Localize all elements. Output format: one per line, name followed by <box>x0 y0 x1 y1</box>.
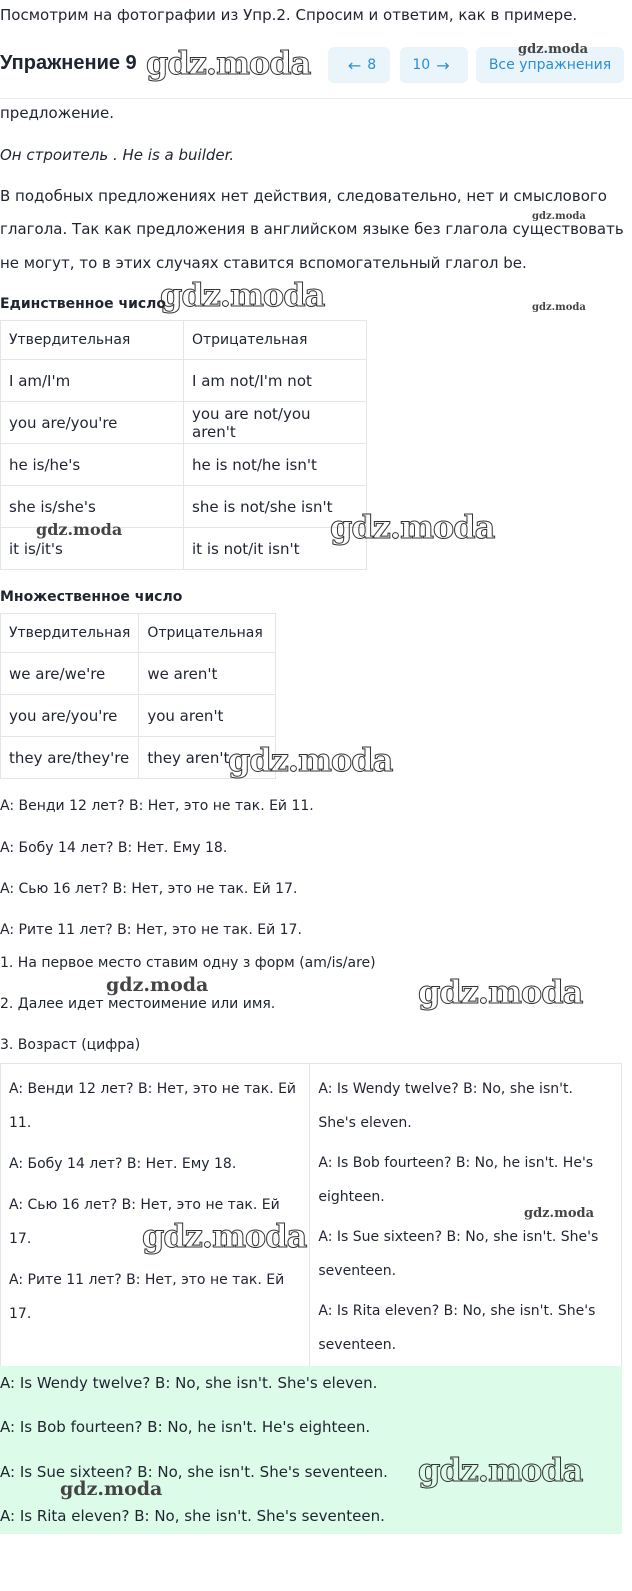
watermark-logo: gdz.moda <box>532 302 586 313</box>
table-cell: it is/it's <box>1 528 184 570</box>
list-item: A: Венди 12 лет? B: Нет, это не так. Ей 11. <box>9 1081 297 1131</box>
table-cell: you are/you're <box>1 695 139 737</box>
table-cell: they aren't <box>139 737 276 779</box>
list-item: A: Сью 16 лет? B: Нет, это не так. Ей 17. <box>9 1197 280 1247</box>
table-cell: I am not/I'm not <box>184 360 367 402</box>
watermark-logo: gdz.moda <box>142 1217 307 1255</box>
table-header-row <box>1 321 367 360</box>
table-header: Утвердительная <box>1 321 184 360</box>
step-2: 2. Далее идет местоимение или имя. <box>0 996 276 1012</box>
dialogue-ru-1: A: Венди 12 лет? B: Нет, это не так. Ей 11. <box>0 798 314 814</box>
table-row <box>1 444 367 486</box>
answer-line-2: A: Is Bob fourteen? B: No, he isn't. He's eighteen. <box>0 1418 371 1436</box>
dialogue-ru-3: A: Сью 16 лет? B: Нет, это не так. Ей 17. <box>0 881 298 897</box>
list-item: A: Is Rita eleven? B: No, she isn't. She's seventeen. <box>318 1303 596 1353</box>
table-header: Утвердительная <box>1 614 139 653</box>
all-exercises-button[interactable]: Все упражнения <box>476 47 624 83</box>
step-1: 1. На первое место ставим одну з форм (am/is/are) <box>0 955 376 971</box>
table-cell: it is not/it isn't <box>184 528 367 570</box>
table-cell: you are/you're <box>1 402 184 444</box>
table-row <box>1 653 276 695</box>
table-header-row <box>1 614 276 653</box>
answer-line-1: A: Is Wendy twelve? B: No, she isn't. She's eleven. <box>0 1374 378 1392</box>
watermark-logo: gdz.moda <box>524 1206 595 1221</box>
answer-line-4: A: Is Rita eleven? B: No, she isn't. She's seventeen. <box>0 1507 385 1525</box>
plural-heading: Множественное число <box>0 589 183 605</box>
table-header: Отрицательная <box>139 614 276 653</box>
table-cell: you aren't <box>139 695 276 737</box>
watermark-logo: gdz.moda <box>418 1451 583 1489</box>
list-item: A: Бобу 14 лет? B: Нет. Ему 18. <box>9 1156 237 1172</box>
intro-text: Посмотрим на фотографии из Упр.2. Спросим и ответим, как в примере. <box>0 6 578 24</box>
table-row <box>1 360 367 402</box>
table-cell: we are/we're <box>1 653 139 695</box>
table-cell: he is not/he isn't <box>184 444 367 486</box>
list-item: A: Is Sue sixteen? B: No, she isn't. She's seventeen. <box>318 1229 599 1279</box>
table-cell: you are not/you aren't <box>184 402 367 444</box>
watermark-logo: gdz.moda <box>228 741 393 779</box>
table-row <box>1 695 276 737</box>
header-divider <box>0 98 632 99</box>
next-exercise-label: 10 <box>412 57 431 73</box>
singular-heading: Единственное число <box>0 296 167 312</box>
answer-line-3: A: Is Sue sixteen? B: No, she isn't. She's seventeen. <box>0 1463 388 1481</box>
paragraph-line-2: глагола. Так как предложения в английском языке без глагола существовать <box>0 220 624 238</box>
page-title: Упражнение 9 <box>0 52 137 74</box>
dialogue-ru-4: A: Рите 11 лет? B: Нет, это не так. Ей 17. <box>0 922 302 938</box>
arrow-left-icon: ← <box>347 55 362 75</box>
watermark-logo: gdz.moda <box>60 1478 163 1500</box>
watermark-logo: gdz.moda <box>106 974 209 996</box>
step-3: 3. Возраст (цифра) <box>0 1037 141 1053</box>
paragraph-line-3: не могут, то в этих случаях ставится вспомогательный глагол be. <box>0 254 527 272</box>
prev-exercise-label: 8 <box>367 57 377 73</box>
table-cell: we aren't <box>139 653 276 695</box>
table-cell: she is not/she isn't <box>184 486 367 528</box>
table-cell: she is/she's <box>1 486 184 528</box>
text-line: предложение. <box>0 104 114 122</box>
table-cell: he is/he's <box>1 444 184 486</box>
example-sentence: Он строитель . He is a builder. <box>0 146 235 164</box>
table-row <box>1 402 367 444</box>
list-item: A: Рите 11 лет? B: Нет, это не так. Ей 17. <box>9 1272 285 1322</box>
answer-box <box>0 1366 622 1534</box>
watermark-logo: gdz.moda <box>532 211 586 222</box>
table-header: Отрицательная <box>184 321 367 360</box>
watermark-logo: gdz.moda <box>418 973 583 1011</box>
watermark-logo: gdz.moda <box>146 44 311 82</box>
next-exercise-button[interactable] <box>400 47 468 83</box>
watermark-logo: gdz.moda <box>36 520 123 539</box>
arrow-right-icon: → <box>436 55 450 75</box>
watermark-logo: gdz.moda <box>160 276 325 314</box>
watermark-logo: gdz.moda <box>330 508 495 546</box>
prev-exercise-button[interactable] <box>328 47 390 83</box>
list-item: A: Is Wendy twelve? B: No, she isn't. She's eleven. <box>318 1081 573 1131</box>
paragraph-line-1: В подобных предложениях нет действия, следовательно, нет и смыслового <box>0 187 607 205</box>
table-cell: they are/they're <box>1 737 139 779</box>
watermark-logo: gdz.moda <box>518 42 589 57</box>
list-item: A: Is Bob fourteen? B: No, he isn't. He's eighteen. <box>318 1155 594 1205</box>
table-cell: I am/I'm <box>1 360 184 402</box>
dialogue-ru-2: A: Бобу 14 лет? B: Нет. Ему 18. <box>0 840 228 856</box>
